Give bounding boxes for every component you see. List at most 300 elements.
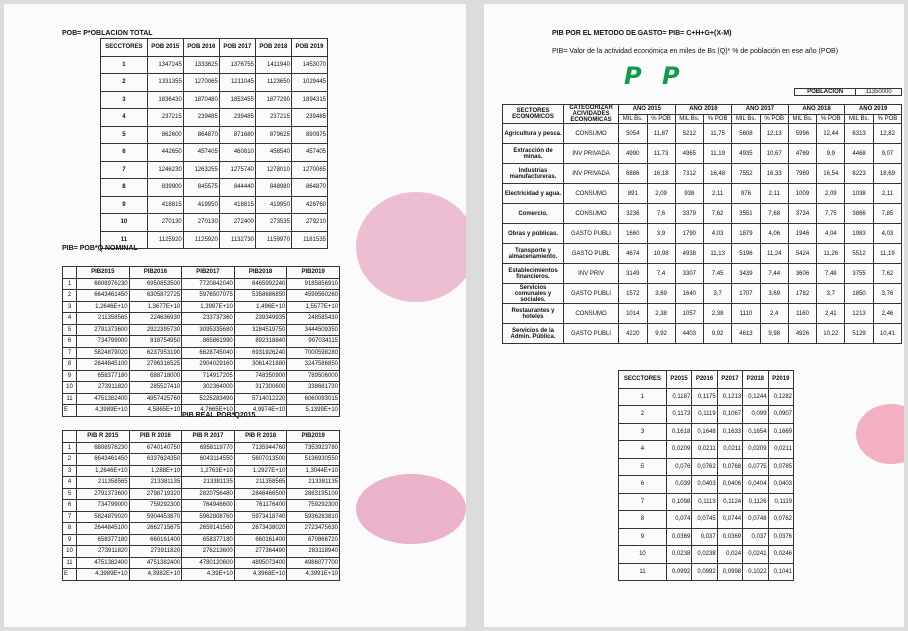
table-cell: 233737360 — [182, 313, 235, 325]
column-header: PIB R 2016 — [129, 431, 182, 443]
table-cell: 1275740 — [219, 161, 255, 179]
table-cell: 2846466500 — [234, 488, 287, 500]
table-cell: 9,98 — [760, 324, 788, 344]
table-cell: 10,98 — [647, 244, 675, 264]
table-cell: 0,0745 — [692, 511, 717, 529]
row-label: 6 — [619, 476, 667, 494]
row-label: 9 — [619, 528, 667, 546]
row-label: 9 — [63, 370, 77, 382]
table-cell: 6237953190 — [129, 347, 182, 359]
total-cell: 4,3982E+10 — [129, 569, 182, 581]
table-cell: 7,75 — [817, 204, 845, 224]
table-cell: 11,24 — [760, 244, 788, 264]
table-cell: 3,7 — [704, 284, 732, 304]
table-cell: 0,0768 — [717, 458, 742, 476]
table-cell: 658377180 — [77, 534, 130, 546]
table-row — [503, 284, 902, 304]
table-cell: 714917205 — [182, 370, 235, 382]
table-cell: 660161400 — [129, 534, 182, 546]
table-cell: 1213 — [845, 304, 874, 324]
table-cell: 239485 — [291, 109, 327, 127]
table-cell: 4751382400 — [77, 393, 130, 405]
pib-nominal-table — [62, 266, 340, 417]
sectors-table — [502, 104, 902, 344]
row-label: 4 — [101, 109, 148, 127]
table-cell: 1,3044E+10 — [287, 465, 340, 477]
table-row — [63, 301, 340, 313]
column-header: SECTORES ECONOMICOS — [503, 105, 564, 124]
table-row — [619, 458, 794, 476]
table-cell: 4,06 — [760, 224, 788, 244]
table-cell: 1029445 — [291, 74, 327, 92]
column-header: POB 2015 — [147, 39, 183, 57]
table-cell: 2796316525 — [129, 359, 182, 371]
column-header: POB 2017 — [219, 39, 255, 57]
table-cell: 5129 — [845, 324, 874, 344]
table-row — [619, 423, 794, 441]
table-cell: 5424 — [788, 244, 817, 264]
table-cell: 458540 — [255, 144, 291, 162]
table-cell: 211358565 — [77, 313, 130, 325]
table-cell: 0,1654 — [743, 423, 768, 441]
table-cell: 3444509350 — [287, 324, 340, 336]
table-cell: 213381135 — [182, 477, 235, 489]
table-cell: 2820756480 — [182, 488, 235, 500]
table-cell: 5976507075 — [182, 290, 235, 302]
table-cell: 0,1618 — [666, 423, 691, 441]
table-cell: 4986077700 — [287, 557, 340, 569]
table-row — [63, 290, 340, 302]
table-cell: 211358565 — [77, 477, 130, 489]
table-cell: 3236 — [619, 204, 648, 224]
table-cell: 0,1113 — [692, 493, 717, 511]
row-label: 3 — [63, 301, 77, 313]
table-cell: 1246230 — [147, 161, 183, 179]
table-cell: 1572 — [619, 284, 648, 304]
column-header: POB 2019 — [291, 39, 327, 57]
table-cell: 5824879020 — [77, 511, 130, 523]
table-cell: 848980 — [255, 179, 291, 197]
table-cell: 0,037 — [743, 528, 768, 546]
row-label: 1 — [63, 442, 77, 454]
table-cell: 9185856910 — [287, 278, 340, 290]
table-cell: 1057 — [675, 304, 704, 324]
row-label: 8 — [101, 179, 148, 197]
table-row — [503, 124, 902, 144]
table-cell: 1125920 — [147, 231, 183, 249]
table-cell: 3439 — [732, 264, 761, 284]
subheader-mil: MIL Bs. — [619, 114, 648, 124]
subheader-pob: % POB — [704, 114, 732, 124]
table-cell: 5936283810 — [287, 511, 340, 523]
column-header: PIB2017 — [182, 267, 235, 279]
sector-name: Industrias manufactureras. — [503, 164, 564, 184]
table-cell: 1159970 — [255, 231, 291, 249]
table-cell: 892318840 — [234, 336, 287, 348]
column-header: SECCTORES — [101, 39, 148, 57]
row-label: 8 — [63, 359, 77, 371]
table-cell: 3061421880 — [234, 359, 287, 371]
table-cell: 7,62 — [704, 204, 732, 224]
table-cell: 1211045 — [219, 74, 255, 92]
table-cell: 734799000 — [77, 500, 130, 512]
column-header: CATEGORIZAR ACIVIDADES ECONOMICAS — [564, 105, 619, 124]
subheader-pob: % POB — [647, 114, 675, 124]
table-cell: 6931926240 — [234, 347, 287, 359]
row-label: 2 — [63, 290, 77, 302]
table-cell: 890975 — [291, 126, 327, 144]
table-row — [63, 393, 340, 405]
table-cell: 1,2646E+10 — [77, 301, 130, 313]
table-cell: 7,45 — [704, 264, 732, 284]
table-row — [503, 264, 902, 284]
row-label: 3 — [63, 465, 77, 477]
table-cell: 7000598280 — [287, 347, 340, 359]
year-header: AÑO 2018 — [788, 105, 845, 115]
table-cell: 1870480 — [183, 91, 219, 109]
table-cell: 7,85 — [873, 204, 901, 224]
table-cell: 1123650 — [255, 74, 291, 92]
table-cell: 224636930 — [129, 313, 182, 325]
table-row — [619, 476, 794, 494]
table-cell: 0,024 — [717, 546, 742, 564]
table-cell: 759292300 — [129, 500, 182, 512]
table-cell: 3606 — [788, 264, 817, 284]
table-cell: 270130 — [183, 214, 219, 232]
table-cell: 1836430 — [147, 91, 183, 109]
column-header: P2015 — [666, 371, 691, 389]
table-cell: 6950853500 — [129, 278, 182, 290]
table-cell: 8223 — [845, 164, 874, 184]
table-cell: 2659141560 — [182, 523, 235, 535]
total-cell: 4,7665E+10 — [182, 405, 235, 417]
table-cell: 0,0241 — [743, 546, 768, 564]
table-cell: 734799000 — [77, 336, 130, 348]
table-cell: 4403 — [675, 324, 704, 344]
table-cell: 818754950 — [129, 336, 182, 348]
column-header: PIB2018 — [234, 267, 287, 279]
row-label: 7 — [63, 511, 77, 523]
total-cell: 4,9974E+10 — [234, 405, 287, 417]
sector-category: CONSUMO — [564, 204, 619, 224]
row-label: 9 — [63, 534, 77, 546]
table-cell: 460810 — [219, 144, 255, 162]
table-cell: 237215 — [255, 109, 291, 127]
table-row — [503, 144, 902, 164]
table-cell: 839900 — [147, 179, 183, 197]
table-cell: 277364490 — [234, 546, 287, 558]
table-cell: 938 — [675, 184, 704, 204]
year-header: AÑO 2015 — [619, 105, 676, 115]
table-cell: 759292300 — [287, 500, 340, 512]
table-cell: 748350900 — [234, 370, 287, 382]
table-cell: 4613 — [732, 324, 761, 344]
table-cell: 11,73 — [647, 144, 675, 164]
table-row — [63, 534, 340, 546]
table-cell: 4926 — [788, 324, 817, 344]
table-cell: 1879 — [732, 224, 761, 244]
table-cell: 1983 — [845, 224, 874, 244]
table-cell: 4769 — [788, 144, 817, 164]
table-cell: 0,0211 — [692, 441, 717, 459]
table-cell: 9,9 — [817, 144, 845, 164]
column-header: P2018 — [743, 371, 768, 389]
table-cell: 907034115 — [287, 336, 340, 348]
table-cell: 0,0403 — [692, 476, 717, 494]
table-cell: 273535 — [255, 214, 291, 232]
table-cell: 272400 — [219, 214, 255, 232]
table-cell: 11,19 — [873, 244, 901, 264]
total-cell: 4,3989E+10 — [77, 405, 130, 417]
table-cell: 0,0238 — [692, 546, 717, 564]
table-cell: 4599560260 — [287, 290, 340, 302]
column-header: P2016 — [692, 371, 717, 389]
table-row — [101, 179, 328, 197]
table-cell: 5973418740 — [234, 511, 287, 523]
row-label: 9 — [101, 196, 148, 214]
table-row — [101, 161, 328, 179]
table-header-row — [101, 39, 328, 57]
table-cell: 7,44 — [760, 264, 788, 284]
sector-category: CONSUMO — [564, 184, 619, 204]
table-cell: 0,1022 — [743, 563, 768, 581]
table-cell: 4,03 — [873, 224, 901, 244]
table-cell: 418815 — [219, 196, 255, 214]
table-cell: 4895073400 — [234, 557, 287, 569]
table-row — [63, 359, 340, 371]
table-row — [63, 511, 340, 523]
table-cell: 0,0907 — [768, 406, 793, 424]
table-cell: 5824879020 — [77, 347, 130, 359]
table-row — [619, 388, 794, 406]
table-cell: 862600 — [147, 126, 183, 144]
table-cell: 1270065 — [183, 74, 219, 92]
table-cell: 1263255 — [183, 161, 219, 179]
table-cell: 426760 — [291, 196, 327, 214]
table-cell: 5607013500 — [234, 454, 287, 466]
table-cell: 4674 — [619, 244, 648, 264]
table-cell: 11,26 — [817, 244, 845, 264]
table-cell: 1782 — [788, 284, 817, 304]
table-cell: 0,1126 — [743, 493, 768, 511]
table-cell: 0,074 — [666, 511, 691, 529]
row-label: 10 — [63, 382, 77, 394]
table-cell: 4220 — [619, 324, 648, 344]
row-label: 11 — [63, 557, 77, 569]
table-cell: 976 — [732, 184, 761, 204]
row-label: 2 — [101, 74, 148, 92]
decorative-photo — [356, 474, 466, 544]
table-cell: 4935 — [732, 144, 761, 164]
table-cell: 279210 — [291, 214, 327, 232]
row-label: 4 — [63, 313, 77, 325]
table-cell: 0,1173 — [666, 406, 691, 424]
table-cell: 2,11 — [760, 184, 788, 204]
table-row — [63, 324, 340, 336]
row-label: 2 — [63, 454, 77, 466]
table-row — [63, 382, 340, 394]
table-cell: 9,92 — [704, 324, 732, 344]
column-header: P2019 — [768, 371, 793, 389]
table-cell: 0,0211 — [768, 441, 793, 459]
sector-name: Obras y públicas. — [503, 224, 564, 244]
table-cell: 660161400 — [234, 534, 287, 546]
pib-definition: PIB= Valor de la actividad económica en miles de Bs (Q)* % de población en ese año (POB) — [552, 48, 839, 55]
table-cell: 0,039 — [666, 476, 691, 494]
table-cell: 688718000 — [129, 370, 182, 382]
table-cell: 871680 — [219, 126, 255, 144]
table-cell: 1038 — [845, 184, 874, 204]
table-cell: 844440 — [219, 179, 255, 197]
sector-name: Electricidad y agua. — [503, 184, 564, 204]
table-row — [101, 214, 328, 232]
table-cell: 3379 — [675, 204, 704, 224]
table-cell: 4,04 — [817, 224, 845, 244]
table-cell: 1,2763E+10 — [182, 465, 235, 477]
sector-category: GASTO PUBLI — [564, 284, 619, 304]
table-cell: 7353923780 — [287, 442, 340, 454]
table-cell: 11,13 — [704, 244, 732, 264]
table-cell: 6808976230 — [77, 278, 130, 290]
table-cell: 2,09 — [817, 184, 845, 204]
row-label: 11 — [101, 231, 148, 249]
row-label: 1 — [63, 278, 77, 290]
table-cell: 0,0246 — [768, 546, 793, 564]
table-cell: 2798719320 — [129, 488, 182, 500]
sector-category: GASTO PUBLI — [564, 224, 619, 244]
table-cell: 0,1119 — [692, 406, 717, 424]
table-cell: 864870 — [183, 126, 219, 144]
table-cell: 2883195100 — [287, 488, 340, 500]
table-cell: 4938 — [675, 244, 704, 264]
table-cell: 1946 — [788, 224, 817, 244]
row-label: 4 — [63, 477, 77, 489]
table-cell: 2723475630 — [287, 523, 340, 535]
table-cell: 0,099 — [743, 406, 768, 424]
table-cell: 1009 — [788, 184, 817, 204]
table-cell: 2904029160 — [182, 359, 235, 371]
table-cell: 6337624350 — [129, 454, 182, 466]
row-label: 10 — [101, 214, 148, 232]
table-cell: 1707 — [732, 284, 761, 304]
table-cell: 7969 — [788, 164, 817, 184]
table-cell: 4990 — [619, 144, 648, 164]
table-row — [619, 511, 794, 529]
sector-category: GASTO PUBLI — [564, 324, 619, 344]
table-row — [503, 184, 902, 204]
column-header: PIB2019 — [287, 431, 340, 443]
table-cell: 237215 — [147, 109, 183, 127]
table-cell: 0,0406 — [717, 476, 742, 494]
column-header: PIB R 2017 — [182, 431, 235, 443]
subheader-pob: % POB — [873, 114, 901, 124]
year-header: AÑO 2017 — [732, 105, 789, 115]
column-header: PIB2015 — [77, 267, 130, 279]
column-header: POB 2018 — [255, 39, 291, 57]
table-cell: 0,0403 — [768, 476, 793, 494]
table-row — [503, 204, 902, 224]
table-cell: 0,1119 — [768, 493, 793, 511]
table-cell: 0,0992 — [666, 563, 691, 581]
table-cell: 2791373600 — [77, 324, 130, 336]
table-cell: 0,1244 — [743, 388, 768, 406]
table-cell: 213381135 — [129, 477, 182, 489]
table-cell: 4965 — [675, 144, 704, 164]
table-cell: 670866720 — [287, 534, 340, 546]
table-cell: 6060093015 — [287, 393, 340, 405]
table-cell: 6643461450 — [77, 454, 130, 466]
table-cell: 0,1633 — [717, 423, 742, 441]
table-cell: 0,0209 — [743, 441, 768, 459]
table-row — [63, 336, 340, 348]
table-cell: 4468 — [845, 144, 874, 164]
table-cell: 0,0744 — [717, 511, 742, 529]
table-cell: 1853455 — [219, 91, 255, 109]
subheader-pob: % POB — [817, 114, 845, 124]
column-header: PIB R 2018 — [234, 431, 287, 443]
table-cell: 10,22 — [817, 324, 845, 344]
table-cell: 5196 — [732, 244, 761, 264]
left-page — [4, 4, 466, 627]
table-cell: 239485 — [219, 109, 255, 127]
table-cell: 5962808760 — [182, 511, 235, 523]
total-label: E — [63, 405, 77, 417]
table-cell: 12,82 — [873, 124, 901, 144]
table-cell: 1640 — [675, 284, 704, 304]
table-cell: 2,11 — [704, 184, 732, 204]
table-cell: 0,076 — [666, 458, 691, 476]
table-cell: 0,0748 — [743, 511, 768, 529]
row-label: 5 — [63, 488, 77, 500]
table-row — [619, 441, 794, 459]
table-cell: 845575 — [183, 179, 219, 197]
table-cell: 1181535 — [291, 231, 327, 249]
population-table — [100, 38, 328, 249]
table-row — [63, 370, 340, 382]
table-row — [63, 477, 340, 489]
table-cell: 5904453870 — [129, 511, 182, 523]
row-label: 5 — [101, 126, 148, 144]
table-cell: 7,4 — [647, 264, 675, 284]
sector-category: GASTO PUBL — [564, 244, 619, 264]
table-row — [101, 56, 328, 74]
table-cell: 239349935 — [234, 313, 287, 325]
table-row — [503, 224, 902, 244]
table-cell: 0,1175 — [692, 388, 717, 406]
sector-category: INV PRIVADA — [564, 164, 619, 184]
handwritten-mark: P — [624, 62, 642, 90]
table-cell: 3,69 — [647, 284, 675, 304]
column-header — [63, 267, 77, 279]
table-cell: 419950 — [255, 196, 291, 214]
table-cell: 0,1041 — [768, 563, 793, 581]
column-header: P2017 — [717, 371, 742, 389]
table-cell: 7135944760 — [234, 442, 287, 454]
row-label: 11 — [63, 393, 77, 405]
population-label: POBLACIÓN — [795, 89, 856, 96]
table-cell: 5136930550 — [287, 454, 340, 466]
table-cell: 2662715675 — [129, 523, 182, 535]
table-cell: 761176400 — [234, 500, 287, 512]
table-cell: 5358686850 — [234, 290, 287, 302]
row-label: 2 — [619, 406, 667, 424]
table-cell: 6886 — [619, 164, 648, 184]
table-cell: 283118940 — [287, 546, 340, 558]
table-cell: 1411940 — [255, 56, 291, 74]
table-cell: 5054 — [619, 124, 648, 144]
row-label: 10 — [63, 546, 77, 558]
table-cell: 0,037 — [692, 528, 717, 546]
